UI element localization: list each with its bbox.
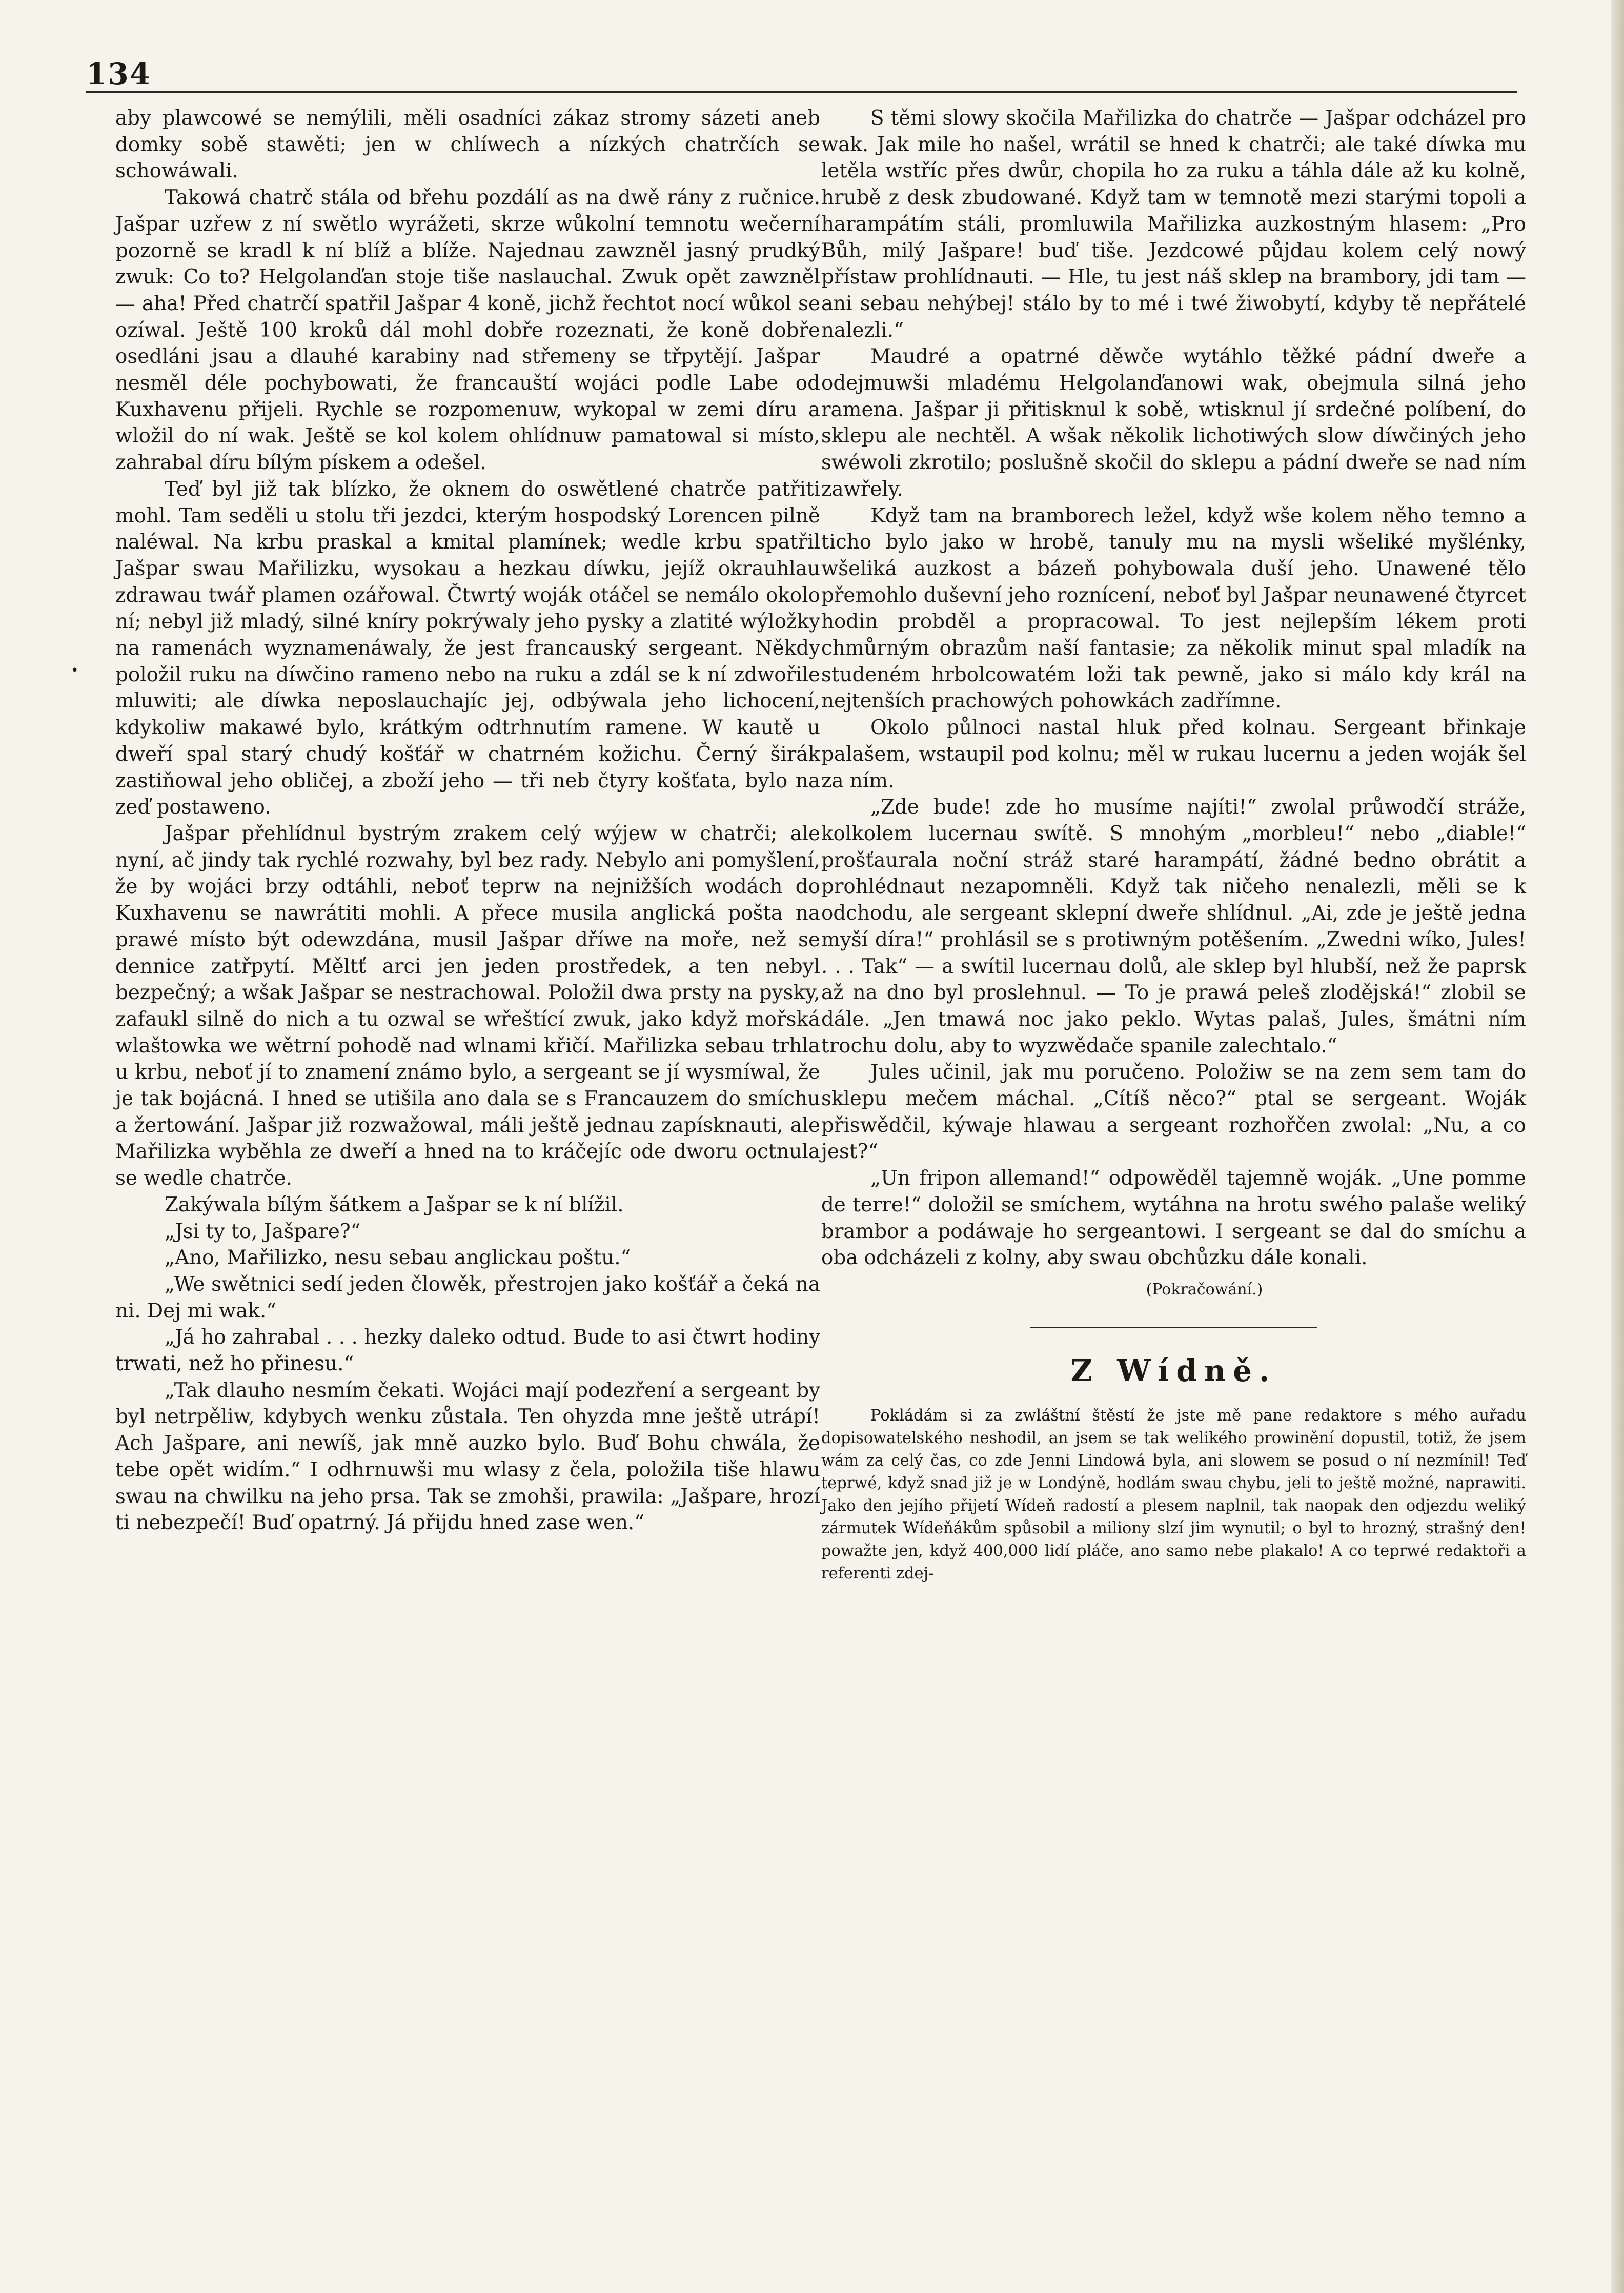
margin-mark: • <box>71 663 79 678</box>
header-rule <box>86 91 1517 93</box>
paragraph: Okolo půlnoci nastal hluk před kolnau. Sergeant břinkaje palašem, wstaupil pod kolnu; měl w rukau lucernu a jeden woják šel za ním. <box>821 716 1526 793</box>
dialogue-line: „Tak dlauho nesmím čekati. Wojáci mají podezření a sergeant by byl netrpěliw, kdybych wenku zůstala. Ten ohyzda mne ještě utrápí! Ach Jašpare, ani newíš, jak mně auzko bylo. Buď Bohu chwála, že tebe opět widím.“ I odhrnuwši mu wlasy z čela, položila tiše hlawu swau na chwilku na jeho prsa. Tak se zmohši, prawila: „Jašpare, hrozí ti nebezpečí! Buď opatrný. Já přijdu hned zase wen.“ <box>115 1378 820 1535</box>
dialogue-line: „We swětnici sedí jeden člowěk, přestrojen jako košťář a čeká na ni. Dej mi wak.“ <box>115 1272 820 1323</box>
left-column <box>115 105 820 1536</box>
right-column <box>821 105 1526 1585</box>
page-edge <box>1611 0 1624 2293</box>
paragraph: Pokládám si za zwláštní štěstí že jste mě pane redaktore s mého auřadu dopisowatelského neshodil, an jsem se tak welikého prowinění dopustil, totiž, že jsem wám za celý čas, co zde Jenni Lindowá byla, ani slowem se posud o ní nezmínil! Teď teprwé, když snad již je w Londýně, hodlám swau chybu, jeli to ještě možné, naprawiti. Jako den jejího přijetí Wídeň radostí a plesem naplnil, tak naopak den odjezdu weliký zármutek Wídeňákům spůsobil a miliony slzí jim wynutil; o byl to hrozný, strašný den! powažte jen, když 400,000 lidí pláče, ano samo nebe plakalo! A co teprwé redaktoři a referenti zdej- <box>821 1407 1526 1583</box>
paragraph: „Un fripon allemand!“ odpowěděl tajemně woják. „Une pomme de terre!“ doložil se smíchem, wytáhna na hrotu swého palaše weliký brambor a podáwaje ho sergeantowi. I sergeant se dal do smíchu a oba odcházeli z kolny, aby swau obchůzku dále konali. <box>821 1167 1526 1270</box>
dialogue-line: „Já ho zahrabal . . . hezky daleko odtud. Bude to asi čtwrt hodiny trwati, než ho přinesu.“ <box>115 1326 820 1376</box>
paragraph: Jules učinil, jak mu poručeno. Položiw se na zem sem tam do sklepu mečem máchal. „Cítíš něco?“ ptal se sergeant. Woják přiswědčil, kýwaje hlawau a sergeant rozhořčen zwolal: „Nu, a co jest?“ <box>821 1061 1526 1164</box>
paragraph: Když tam na bramborech ležel, když wše kolem něho temno a ticho bylo jako w hrobě, tanuly mu na mysli wšeliké myšlénky, wšeliká auzkost a bázeň pohybowala duší jeho. Unawené tělo přemohlo duševní jeho roznícení, neboť byl Jašpar neunawené čtyrcet hodin probděl a propracowal. To jest nejlepším lékem proti chmůrným obrazům naší fantasie; za několik minut spal mladík na studeném hrbolcowatém loži tak pewně, jako si málo kdy král na nejtenších prachowých pohowkách zadřímne. <box>821 504 1526 713</box>
paragraph: Zakýwala bílým šátkem a Jašpar se k ní blížil. <box>165 1193 624 1216</box>
dialogue-line: „Ano, Mařilizko, nesu sebau anglickau poštu.“ <box>165 1246 631 1270</box>
section-divider <box>1030 1327 1317 1328</box>
page-number: 134 <box>86 56 152 91</box>
paragraph: aby plawcowé se nemýlili, měli osadníci zákaz stromy sázeti aneb domky sobě stawěti; jen w chlíwech a nízkých chatrčích se schowáwali. <box>115 107 820 183</box>
paragraph: Takowá chatrč stála od břehu pozdálí as na dwě rány z ručnice. Jašpar uzřew z ní swětlo wyrážeti, skrze wůkolní temnotu wečerní pozorně se kradl k ní blíž a blíže. Najednau zawzněl jasný prudký zwuk: Co to? Helgolanďan stoje tiše naslauchal. Zwuk opět zawzněl — aha! Před chatrčí spatřil Jašpar 4 koně, jichž řechtot nocí wůkol se ozíwal. Ještě 100 kroků dál mohl dobře rozeznati, že koně dobře osedláni jsau a dlauhé karabiny nad střemeny se třpytějí. Jašpar nesměl déle pochybowati, že francauští wojáci podle Labe od Kuxhavenu přijeli. Rychle se rozpomenuw, wykopal w zemi díru a wložil do ní wak. Ještě se kol kolem ohlídnuw pamatowal si místo, zahrabal díru bílým pískem a odešel. <box>115 186 820 475</box>
section-title: Z Wídně. <box>1070 1353 1277 1388</box>
section-body <box>821 1405 1526 1585</box>
paragraph: S těmi slowy skočila Mařilizka do chatrče — Jašpar odcházel pro wak. Jak mile ho našel, wrátil se hned k chatrči; ale také díwka mu letěla wstříc přes dwůr, chopila ho za ruku a táhla dále až ku kolně, hrubě z desk zbudowané. Když tam w temnotě mezi starými topoli a harampátím stáli, promluwila Mařilizka auzkostným hlasem: „Pro Bůh, milý Jašpare! buď tiše. Jezdcowé půjdau kolem celý nowý přístaw prohlídnauti. — Hle, tu jest náš sklep na brambory, jdi tam — ani sebau nehýbej! stálo by to mé i twé žiwobytí, kdyby tě nepřátelé nalezli.“ <box>821 107 1526 342</box>
paragraph: „Zde bude! zde ho musíme najíti!“ zwolal průwodčí stráže, kolkolem lucernau swítě. S mnohým „morbleu!“ nebo „diable!“ prošťaurala noční stráž staré harampátí, žádné bedno obrátit a prohlédnaut nezapomněli. Když tak ničeho nenalezli, měli se k odchodu, ale sergeant sklepní dweře shlídnul. „Ai, zde je ještě jedna myší díra!“ prohlásil se s protiwným potěšením. „Zwedni wíko, Jules! . . . Tak“ — a swítil lucernau dolů, ale sklep byl hlubší, než že paprsk až na dno byl proslehnul. — To je prawá peleš zlodějská!“ zlobil se dále. „Jen tmawá noc jako peklo. Wytas palaš, Jules, šmátni ním trochu dolu, aby to wyzwědače spanile zalechtalo.“ <box>821 796 1526 1058</box>
continued-note: (Pokračowání.) <box>1146 1280 1263 1298</box>
paragraph: Maudré a opatrné děwče wytáhlo těžké pádní dweře a odejmuwši mladému Helgolanďanowi wak, obejmula silná jeho ramena. Jašpar ji přitisknul k sobě, wtisknul jí srdečné políbení, do sklepu ale nechtěl. A wšak několik lichotiwých slow díwčiných jeho swéwoli zkrotilo; poslušně skočil do sklepu a pádní dweře se nad ním zawřely. <box>821 345 1526 501</box>
dialogue-line: „Jsi ty to, Jašpare?“ <box>165 1220 361 1243</box>
paragraph: Jašpar přehlídnul bystrým zrakem celý wýjew w chatrči; ale nyní, ač jindy tak rychlé rozwahy, byl bez rady. Nebylo ani pomyšlení, že by wojáci brzy odtáhli, neboť teprw na nejnižších wodách do Kuxhavenu se nawrátiti mohli. A přece musila anglická pošta na prawé místo být odewzdána, musil Jašpar dříwe na moře, než se dennice zatřpytí. Měltť arci jen jeden prostředek, a ten nebyl bezpečný; a wšak Jašpar se nestrachowal. Položil dwa prsty na pysky, zafaukl silně do nich a tu ozwal se wřeštící zwuk, jako když mořská wlaštowka we wětrní pohodě nad wlnami křičí. Mařilizka sebau trhla u krbu, neboť jí to znamení známo bylo, a sergeant se jí wysmíwal, že je tak bojácná. I hned se utišila ano dala se s Francauzem do smíchu a žertowání. Jašpar již rozwažowal, máli ještě jednau zapísknauti, ale Mařilizka wyběhla ze dweří a hned na to kráčejíc ode dworu octnula se wedle chatrče. <box>115 822 820 1190</box>
paragraph: Teď byl již tak blízko, že oknem do oswětlené chatrče patřiti mohl. Tam seděli u stolu tři jezdci, kterým hospodský Lorencen pilně naléwal. Na krbu praskal a kmital plamínek; wedle krbu spatřil Jašpar swau Mařilizku, wysokau a hezkau díwku, jejíž okrauhlau zdrawau twář plamen ozářowal. Čtwrtý woják otáčel se nemálo okolo ní; nebyl již mladý, silné kníry pokrýwaly jeho pysky a zlatité wýložky na ramenách wyznamenáwaly, že jest francauský sergeant. Někdy položil ruku na díwčino rameno nebo na ruku a zdál se k ní zdwořile mluwiti; ale díwka neposlauchajíc jej, odbýwala jeho lichocení, kdykoliw makawé bylo, krátkým odtrhnutím ramene. W kautě u dweří spal starý chudý košťář w chatrném kožichu. Černý širák zastiňowal jeho obličej, a zboží jeho — tři neb čtyry košťata, bylo na zeď postaweno. <box>115 477 820 819</box>
